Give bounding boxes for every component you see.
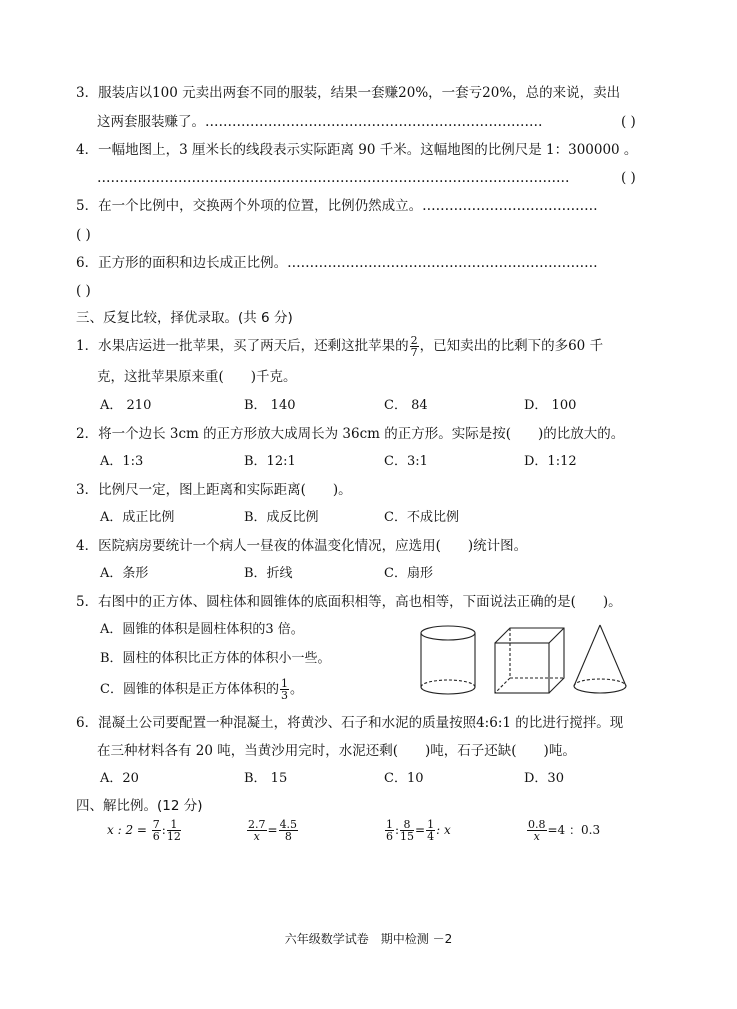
mc-q5-line1: 5．右图中的正方体、圆柱体和圆锥体的底面积相等，高也相等，下面说法正确的是( )。 [76, 594, 622, 610]
q5-judge-answer-blank[interactable]: ( ) [76, 227, 91, 243]
mc-q2-line1: 2．将一个边长 3cm 的正方形放大成周长为 36cm 的正方形。实际是按( )的比放大的。 [76, 426, 625, 442]
equation-3: $\frac{1}{6}$ : $\frac{8}{15}$ = $\frac{1}{4}$ : x [386, 818, 451, 843]
mc-q6-option-c[interactable]: C．10 [384, 771, 424, 786]
mc-q4-option-a[interactable]: A．条形 [100, 566, 149, 581]
mc-q1-line2: 克，这批苹果原来重( )千克。 [97, 369, 297, 385]
mc-q1-option-b[interactable]: B． 140 [244, 398, 296, 413]
fraction-2-7: $\frac{2}{7}$ [410, 334, 418, 359]
mc-q6-option-b[interactable]: B． 15 [244, 771, 288, 786]
mc-q1-option-a[interactable]: A． 210 [100, 398, 152, 413]
q3-judge-line2: 这两套服装赚了。………………………………………………………………… [97, 114, 543, 130]
mc-q6-option-a[interactable]: A．20 [100, 771, 139, 786]
q4-judge-line1: 4．一幅地图上，3 厘米长的线段表示实际距离 90 千米。这幅地图的比例尺是 1：300000 。 [76, 142, 638, 158]
mc-q6-option-d[interactable]: D．30 [524, 771, 564, 786]
mc-q5-option-c-suffix: 。 [289, 682, 303, 697]
section-4-heading: 四、解比例。(12 分) [76, 798, 203, 814]
section-3-heading: 三、反复比较，择优录取。(共 6 分) [76, 310, 293, 326]
mc-q2-option-c[interactable]: C．3:1 [384, 454, 428, 469]
mc-q3-option-a[interactable]: A．成正比例 [100, 510, 175, 525]
mc-q1-option-c[interactable]: C． 84 [384, 398, 428, 413]
mc-q5-option-c[interactable] [100, 678, 303, 701]
mc-q2-option-d[interactable]: D．1:12 [524, 454, 577, 469]
q6-judge-answer-blank[interactable]: ( ) [76, 283, 91, 299]
fraction-1-3: $\frac{1}{3}$ [280, 677, 288, 702]
mc-q4-option-c[interactable]: C．扇形 [384, 566, 433, 581]
mc-q6-line1: 6．混凝土公司要配置一种混凝土，将黄沙、石子和水泥的质量按照4:6:1 的比进行搅拌。现 [76, 715, 624, 731]
mc-q4-line1: 4．医院病房要统计一个病人一昼夜的体温变化情况，应选用( )统计图。 [76, 538, 528, 554]
mc-q2-option-a[interactable]: A．1:3 [100, 454, 144, 469]
equation-4: $\frac{0.8}{x}$ =4 ：0.3 [528, 818, 601, 843]
mc-q1-option-d[interactable]: D． 100 [524, 398, 577, 413]
mc-q6-line2: 在三种材料各有 20 吨，当黄沙用完时，水泥还剩( )吨，石子还缺( )吨。 [97, 743, 576, 759]
mc-q3-option-b[interactable]: B．成反比例 [244, 510, 319, 525]
equation-2: $\frac{2.7}{x}$ = $\frac{4.5}{8}$ [248, 818, 298, 843]
mc-q5-option-b[interactable]: B．圆柱的体积比正方体的体积小一些。 [100, 651, 331, 666]
equation-1: x : 2 = $\frac{7}{6}$ : $\frac{1}{12}$ [107, 818, 181, 843]
cylinder-shape [421, 626, 475, 694]
q3-judge-line1: 3．服装店以100 元卖出两套不同的服装，结果一套赚20%，一套亏20%，总的来说，卖出 [76, 85, 621, 101]
mc-q1-prefix: 1．水果店运进一批苹果，买了两天后，还剩这批苹果的 [76, 338, 409, 354]
q3-judge-answer-blank[interactable]: ( ) [621, 114, 636, 130]
q4-judge-answer-blank[interactable]: ( ) [621, 170, 636, 186]
cone-shape [574, 625, 626, 693]
mc-q5-option-a[interactable]: A．圆锥的体积是圆柱体积的3 倍。 [100, 622, 304, 637]
mc-q1-suffix: ，已知卖出的比剩下的多60 千 [419, 338, 604, 354]
page-footer: 六年级数学试卷 期中检测 －2 [284, 932, 453, 946]
mc-q4-option-b[interactable]: B．折线 [244, 566, 293, 581]
mc-q5-option-c-prefix: C．圆锥的体积是正方体体积的 [100, 682, 279, 697]
cube-shape [495, 628, 564, 693]
solids-figure [412, 623, 634, 699]
q4-judge-line2: …………………………………………………………………………………………… [97, 170, 570, 186]
mc-q3-line1: 3．比例尺一定，图上距离和实际距离( )。 [76, 482, 352, 498]
mc-q2-option-b[interactable]: B．12:1 [244, 454, 296, 469]
q5-judge-line1: 5．在一个比例中，交换两个外项的位置，比例仍然成立。………………………………… [76, 198, 598, 214]
mc-q3-option-c[interactable]: C．不成比例 [384, 510, 459, 525]
mc-q1-line1 [76, 335, 603, 358]
q6-judge-line1: 6．正方形的面积和边长成正比例。…………………………………………………………… [76, 255, 598, 271]
